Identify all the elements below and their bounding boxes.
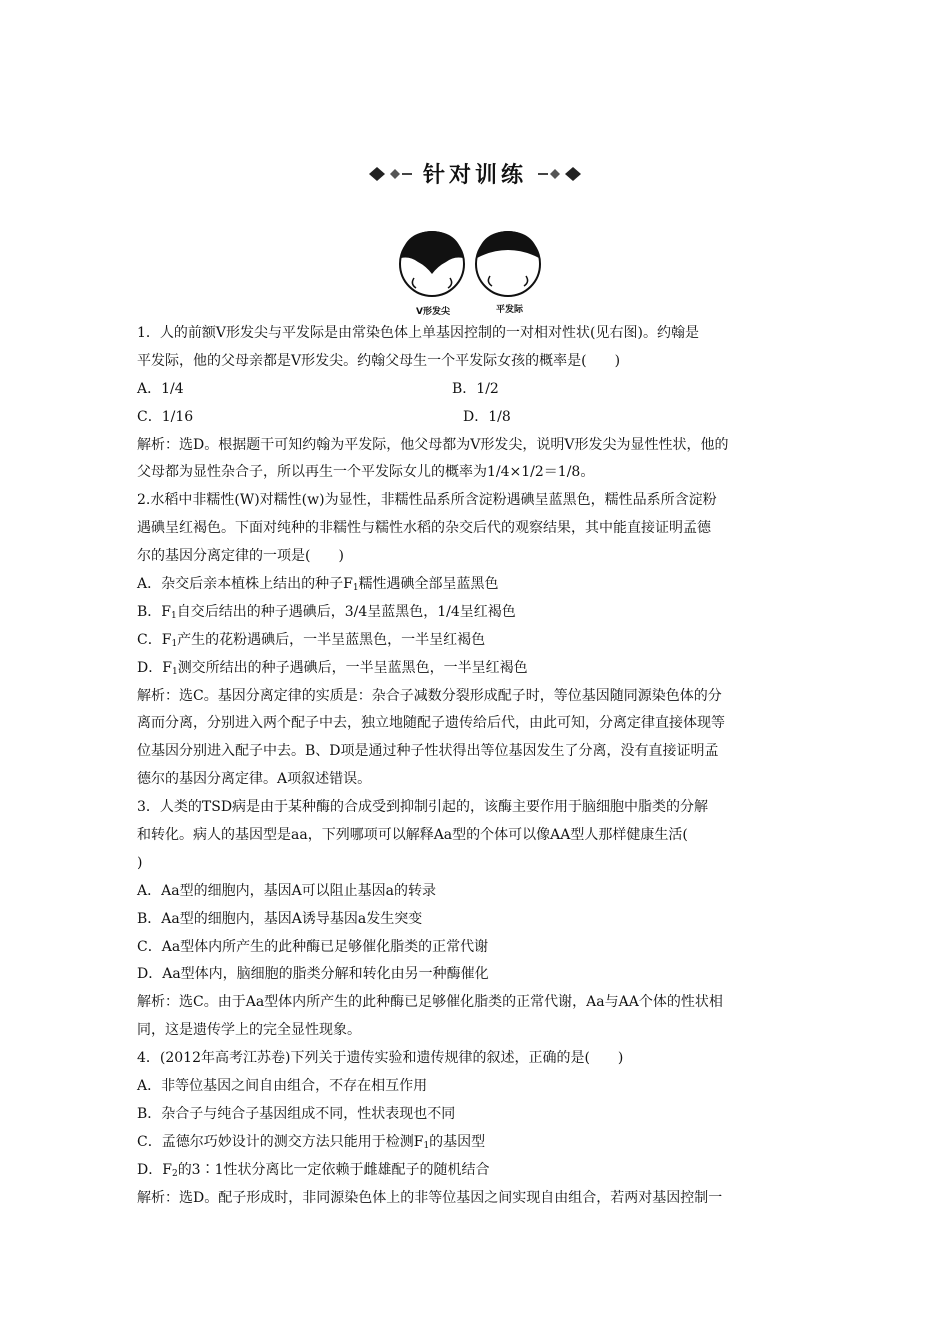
text-line bbox=[137, 1129, 817, 1157]
line-text-pre: C．孟德尔巧妙设计的测交方法只能用于检测F bbox=[137, 1133, 424, 1150]
line-text-post: 产生的花粉遇碘后，一半呈蓝黑色，一半呈红褐色 bbox=[177, 631, 486, 648]
subscript: 2 bbox=[171, 1168, 178, 1179]
line-text-post: 糯性遇碘全部呈蓝黑色 bbox=[358, 576, 499, 593]
subscript: 1 bbox=[171, 638, 178, 649]
subscript: 1 bbox=[171, 610, 177, 621]
v-shaped-hairline-illustration bbox=[396, 226, 542, 306]
text-line: 德尔的基因分离定律。A项叙述错误。 bbox=[137, 771, 372, 788]
text-line: B．Aa型的细胞内，基因A诱导基因a发生突变 bbox=[137, 910, 423, 927]
line-text-post: 的3∶1性状分离比一定依赖于雌雄配子的随机结合 bbox=[177, 1161, 490, 1178]
subscript: 1 bbox=[171, 666, 178, 677]
text-line bbox=[137, 655, 817, 683]
text-line bbox=[137, 627, 817, 655]
text-line: 和转化。病人的基因型是aa，下列哪项可以解释Aa型的个体可以像AA型人那样健康生活( bbox=[137, 827, 688, 844]
text-line: ) bbox=[137, 854, 143, 871]
line-text-pre: D．F bbox=[137, 659, 172, 676]
diamond-ornament-left bbox=[368, 166, 412, 182]
text-line: 2.水稻中非糯性(W)对糯性(w)为显性，非糯性品系所含淀粉遇碘呈蓝黑色，糯性品系所含淀粉 bbox=[137, 492, 717, 509]
text-line bbox=[137, 1157, 817, 1185]
text-line: D．Aa型体内，脑细胞的脂类分解和转化由另一种酶催化 bbox=[137, 966, 489, 983]
option-left: A．1/4 bbox=[137, 380, 184, 397]
text-line: 同，这是遗传学上的完全显性现象。 bbox=[137, 1022, 361, 1039]
text-line: 尔的基因分离定律的一项是( ) bbox=[137, 548, 344, 565]
line-text-post: 测交所结出的种子遇碘后，一半呈蓝黑色，一半呈红褐色 bbox=[177, 659, 528, 676]
text-line bbox=[137, 571, 817, 599]
line-text-post: 的基因型 bbox=[429, 1133, 486, 1150]
text-line: A．非等位基因之间自由组合，不存在相互作用 bbox=[137, 1078, 428, 1095]
text-line: 解析：选C。基因分离定律的实质是：杂合子减数分裂形成配子时，等位基因随同源染色体的分 bbox=[137, 687, 722, 704]
subscript: 1 bbox=[352, 583, 359, 594]
text-line: B．杂合子与纯合子基因组成不同，性状表现也不同 bbox=[137, 1105, 456, 1122]
hairline-figure bbox=[396, 226, 542, 318]
figure-label-straight: 平发际 bbox=[496, 305, 524, 315]
line-text-pre: A．杂交后亲本植株上结出的种子F bbox=[137, 576, 353, 593]
text-line: 遇碘呈红褐色。下面对纯种的非糯性与糯性水稻的杂交后代的观察结果，其中能直接证明孟德 bbox=[137, 520, 711, 537]
text-line: 解析：选D。根据题干可知约翰为平发际，他父母都为V形发尖，说明V形发尖为显性性状，他的 bbox=[137, 436, 729, 453]
line-text-post: 自交后结出的种子遇碘后，3/4呈蓝黑色，1/4呈红褐色 bbox=[176, 603, 516, 620]
figure-label-v-shaped: V形发尖 bbox=[416, 307, 450, 317]
text-line: 离而分离，分别进入两个配子中去，独立地随配子遗传给后代，由此可知，分离定律直接体现等 bbox=[137, 715, 725, 732]
option-left: C．1/16 bbox=[137, 408, 194, 425]
text-line: 平发际，他的父母亲都是V形发尖。约翰父母生一个平发际女孩的概率是( ) bbox=[137, 352, 621, 369]
text-line: 父母都为显性杂合子，所以再生一个平发际女儿的概率为1/4×1/2＝1/8。 bbox=[137, 464, 595, 481]
section-title: 针对训练 bbox=[422, 163, 527, 188]
text-line: C．Aa型体内所产生的此种酶已足够催化脂类的正常代谢 bbox=[137, 938, 489, 955]
option-right: D．1/8 bbox=[463, 408, 511, 425]
text-line: 位基因分别进入配子中去。B、D项是通过种子性状得出等位基因发生了分离，没有直接证明孟 bbox=[137, 743, 719, 760]
text-line bbox=[137, 376, 817, 404]
text-line: 解析：选C。由于Aa型体内所产生的此种酶已足够催化脂类的正常代谢，Aa与AA个体的性状相 bbox=[137, 994, 723, 1011]
line-text-pre: B．F bbox=[137, 603, 172, 620]
text-line bbox=[137, 404, 817, 432]
text-line: 1．人的前额V形发尖与平发际是由常染色体上单基因控制的一对相对性状(见右图)。约翰是 bbox=[137, 325, 699, 341]
diamond-ornament-right bbox=[538, 166, 582, 182]
section-banner bbox=[0, 158, 950, 190]
text-line: 解析：选D。配子形成时，非同源染色体上的非等位基因之间实现自由组合，若两对基因控制一 bbox=[137, 1189, 723, 1206]
option-right: B．1/2 bbox=[452, 380, 499, 397]
line-text-pre: D．F bbox=[137, 1161, 172, 1178]
line-text-pre: C．F bbox=[137, 631, 172, 648]
text-line: A．Aa型的细胞内，基因A可以阻止基因a的转录 bbox=[137, 882, 437, 899]
text-line: 4．(2012年高考江苏卷)下列关于遗传实验和遗传规律的叙述，正确的是( ) bbox=[137, 1050, 624, 1067]
subscript: 1 bbox=[423, 1140, 430, 1151]
text-line bbox=[137, 599, 817, 627]
question-body bbox=[137, 320, 817, 1213]
text-line: 3．人类的TSD病是由于某种酶的合成受到抑制引起的，该酶主要作用于脑细胞中脂类的分解 bbox=[137, 799, 709, 816]
